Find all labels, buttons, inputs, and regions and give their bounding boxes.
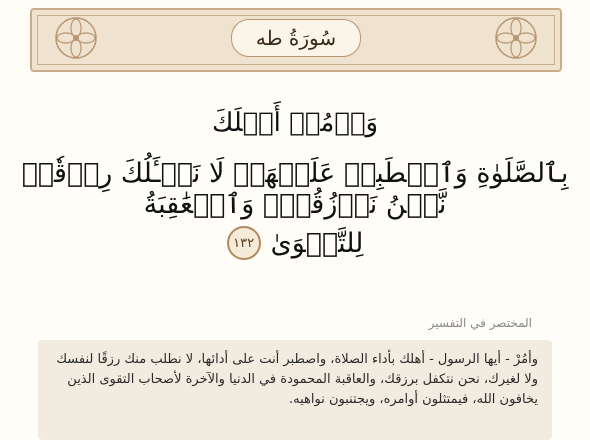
verse-line-2: بِٱلصَّلَوٰةِ وَٱصۡطَبِرۡ عَلَيۡهَاۖ لَا نَسۡـَٔلُكَ رِزۡقٗاۖ نَّحۡنُ نَرۡزُقُكَۗ وَٱلۡعَٰقِبَةُ (21, 158, 569, 220)
surah-header-banner (30, 8, 562, 72)
surah-title: سُورَةُ طه (255, 26, 337, 50)
tafsir-source-label[interactable]: المختصر في التفسير (428, 316, 532, 330)
surah-title-cartouche (231, 19, 361, 57)
verse-line-3 (20, 226, 570, 260)
tafsir-text-box: وأمُرْ - أيها الرسول - أهلك بأداء الصلاة، واصطبر أنت على أدائها، لا نطلب منك رزقًا لنفسك ولا لغيرك، نحن نتكفل برزقك، والعاقبة المحمودة في الدنيا والآخرة لأصحاب التقوى الذين يخافون الله، فيمتثلون أوامره، ويجتنبون نواهيه. (38, 340, 552, 440)
floral-ornament-icon (494, 16, 538, 60)
verse-line-3-text: لِلتَّقۡوَىٰ (270, 227, 364, 259)
ayah-number-marker[interactable]: ١٣٢ (227, 226, 261, 260)
verse-line-1: وَأۡمُرۡ أَهۡلَكَ (211, 108, 379, 138)
floral-ornament-icon (54, 16, 98, 60)
